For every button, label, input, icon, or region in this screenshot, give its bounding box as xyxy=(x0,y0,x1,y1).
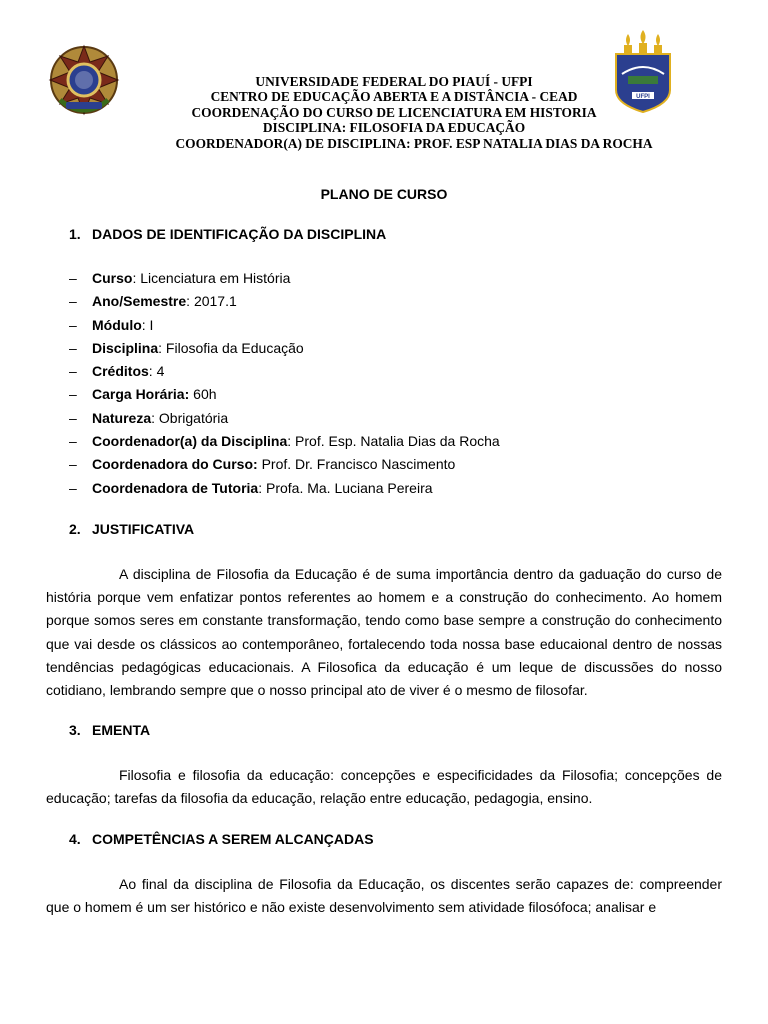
header-discipline: DISCIPLINA: FILOSOFIA DA EDUCAÇÃO xyxy=(262,120,526,136)
section-title: COMPETÊNCIAS A SEREM ALCANÇADAS xyxy=(92,830,374,847)
list-dash: – xyxy=(69,456,77,473)
section-2-heading xyxy=(46,521,722,541)
item-separator: : xyxy=(151,409,159,426)
list-dash: – xyxy=(69,270,77,286)
document-content xyxy=(46,180,722,919)
section-number: 2. xyxy=(69,520,81,537)
list-dash: – xyxy=(69,339,77,356)
list-item xyxy=(46,386,722,409)
item-value: 60h xyxy=(193,386,217,403)
list-dash: – xyxy=(69,386,77,403)
item-separator: : xyxy=(132,270,141,286)
item-separator: : xyxy=(141,316,150,333)
item-value: Profa. Ma. Luciana Pereira xyxy=(265,479,433,496)
item-value: Prof. Esp. Natalia Dias da Rocha xyxy=(295,433,500,450)
list-item xyxy=(46,270,722,293)
header-center: CENTRO DE EDUCAÇÃO ABERTA E A DISTÂNCIA - CEAD xyxy=(210,89,578,105)
item-label: Coordenadora de Tutoria xyxy=(92,479,259,496)
institution-header-text xyxy=(0,74,768,151)
header-university: UNIVERSIDADE FEDERAL DO PIAUÍ - UFPI xyxy=(255,74,533,89)
item-value: Licenciatura em História xyxy=(140,270,291,286)
item-label: Créditos xyxy=(92,363,149,380)
list-dash: – xyxy=(69,479,77,496)
item-value: Filosofia da Educação xyxy=(165,339,304,356)
item-label: Coordenador(a) da Disciplina xyxy=(92,433,288,450)
section-title: JUSTIFICATIVA xyxy=(92,520,195,537)
section-number: 4. xyxy=(69,830,81,847)
item-label: Ano/Semestre xyxy=(92,293,187,310)
ementa-paragraph: Filosofia e filosofia da educação: concepções e especificidades da Filosofia; concepções de educação; tarefas da filosofia da educação, relação entre educação, pedagogia, ensino. xyxy=(46,767,722,807)
item-value: Prof. Dr. Francisco Nascimento xyxy=(261,456,456,473)
section-number: 1. xyxy=(69,226,81,242)
list-dash: – xyxy=(69,293,77,310)
list-item xyxy=(46,340,722,363)
item-separator: : xyxy=(258,479,266,496)
header-coordinator: COORDENADOR(A) DE DISCIPLINA: PROF. ESP NATALIA DIAS DA ROCHA xyxy=(175,135,653,151)
section-title: DADOS DE IDENTIFICAÇÃO DA DISCIPLINA xyxy=(92,226,387,242)
list-dash: – xyxy=(69,363,77,380)
competencias-paragraph: Ao final da disciplina de Filosofia da Educação, os discentes serão capazes de: compreender que o homem é um ser histórico e não existe desenvolvimento sem atividade filosófoca; analisar e xyxy=(46,875,722,915)
item-separator: : xyxy=(148,363,157,380)
list-item xyxy=(46,433,722,456)
item-label: Módulo xyxy=(92,316,142,333)
item-separator: : xyxy=(287,433,296,450)
item-label: Disciplina xyxy=(92,339,159,356)
section-number: 3. xyxy=(69,722,81,739)
item-value: I xyxy=(149,316,154,333)
list-item xyxy=(46,410,722,433)
document-header xyxy=(0,30,768,160)
item-label: Coordenadora do Curso: xyxy=(92,456,258,473)
item-value: 2017.1 xyxy=(193,293,237,310)
list-dash: – xyxy=(69,433,77,450)
section-title: EMENTA xyxy=(92,722,151,739)
section-4-heading xyxy=(46,831,722,851)
justificativa-paragraph: A disciplina de Filosofia da Educação é de suma importância dentro da gaduação do curso de história porque vem enfatizar pontos referentes ao homem e a construção do conhecimento. Ao homem porque somos seres em constante transformação, tendo como base sempre a construção do conhecimento que vai desde os clássicos ao contemporâneo, fortalecendo toda nossa base educaional dentro de nossas tendências pedagógicas educacionais. A Filosofica da educação é um leque de discussões do nosso cotidiano, lembrando sempre que o nosso principal ato de viver é o mesmo de filosofar. xyxy=(46,565,722,698)
section-1-heading xyxy=(46,226,722,246)
item-label: Carga Horária: xyxy=(92,386,190,403)
ufpi-logo-text: UFPI xyxy=(636,94,650,100)
item-value: Obrigatória xyxy=(158,409,229,426)
item-label: Curso xyxy=(92,270,133,286)
item-separator: : xyxy=(158,339,166,356)
item-value: 4 xyxy=(156,363,165,380)
list-item xyxy=(46,480,722,503)
item-label: Natureza xyxy=(92,409,152,426)
list-dash: – xyxy=(69,409,77,426)
list-item xyxy=(46,456,722,479)
section-3-heading xyxy=(46,722,722,742)
list-item xyxy=(46,317,722,340)
list-item xyxy=(46,363,722,386)
list-item xyxy=(46,293,722,316)
item-separator: : xyxy=(186,293,194,310)
identification-list xyxy=(46,270,722,503)
list-dash: – xyxy=(69,316,77,333)
header-coordination: COORDENAÇÃO DO CURSO DE LICENCIATURA EM HISTORIA xyxy=(191,104,597,120)
page-title: PLANO DE CURSO xyxy=(320,186,448,202)
